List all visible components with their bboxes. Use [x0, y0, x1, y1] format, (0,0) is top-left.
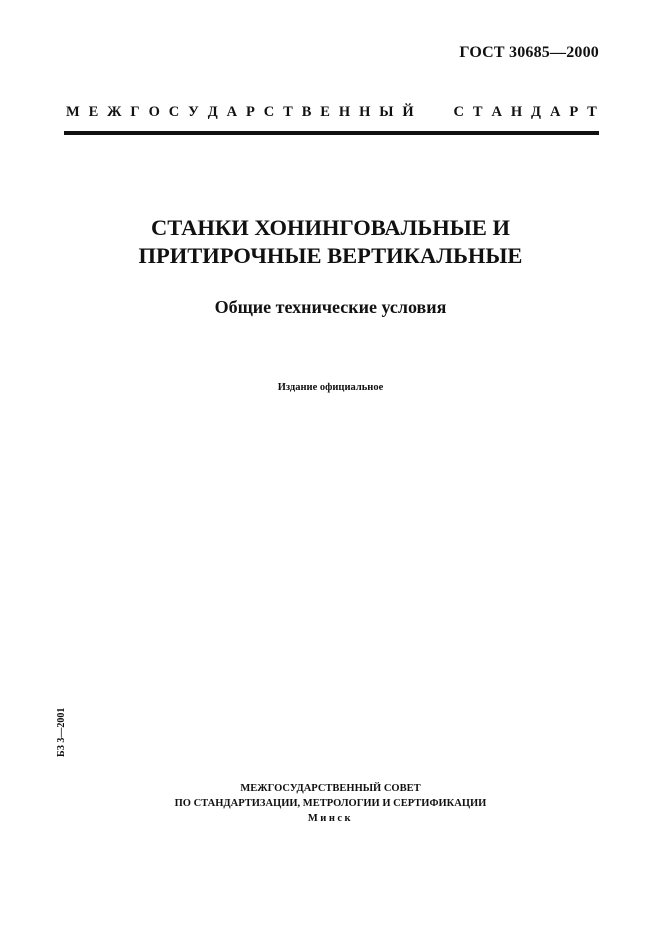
standard-kind-letter: В — [301, 104, 312, 120]
standard-kind-letter: С — [168, 104, 180, 120]
publisher-line-2: ПО СТАНДАРТИЗАЦИИ, МЕТРОЛОГИИ И СЕРТИФИКАЦИИ — [174, 798, 487, 809]
header-rule — [64, 131, 599, 135]
side-code: БЗ 3—2001 — [56, 707, 67, 757]
standard-kind-letter: Д — [531, 104, 542, 120]
standard-kind-letter: М — [66, 104, 80, 120]
standard-kind-letter: Н — [338, 104, 351, 120]
document-number: ГОСТ 30685—2000 — [459, 44, 599, 61]
document-title — [0, 214, 661, 270]
publisher-line-1: МЕЖГОСУДАРСТВЕННЫЙ СОВЕТ — [240, 783, 421, 794]
standard-kind-heading — [66, 104, 597, 121]
word-gap — [423, 104, 445, 121]
standard-kind-letter: Г — [130, 104, 140, 120]
standard-kind-letter: Ы — [379, 104, 394, 120]
standard-kind-letter: С — [263, 104, 275, 120]
standard-kind-letter: Т — [283, 104, 293, 120]
standard-kind-letter: Й — [402, 104, 414, 120]
edition-note: Издание официальное — [277, 382, 384, 393]
standard-kind-letter: Е — [320, 104, 330, 120]
standard-kind-letter: У — [188, 104, 199, 120]
document-subtitle: Общие технические условия — [214, 297, 447, 317]
standard-kind-letter: О — [148, 104, 160, 120]
standard-kind-letter: С — [453, 104, 464, 120]
standard-kind-letter: Т — [472, 104, 483, 120]
standard-kind-letter: Д — [207, 104, 218, 120]
standard-kind-letter: А — [549, 104, 561, 120]
title-line-2: ПРИТИРОЧНЫЕ ВЕРТИКАЛЬНЫЕ — [138, 243, 523, 268]
standard-kind-letter: Т — [587, 104, 597, 120]
standard-kind-letter: Ж — [107, 104, 122, 120]
title-line-1: СТАНКИ ХОНИНГОВАЛЬНЫЕ И — [151, 215, 510, 240]
publisher-city: Минск — [307, 813, 354, 824]
publisher-block — [0, 781, 661, 826]
standard-kind-letter: А — [491, 104, 502, 120]
standard-kind-letter: Р — [245, 104, 255, 120]
standard-kind-letter: Н — [359, 104, 371, 120]
standard-kind-letter: Р — [569, 104, 579, 120]
standard-kind-letter: А — [226, 104, 238, 120]
standard-kind-letter: Н — [510, 104, 523, 120]
standard-kind-letter: Е — [88, 104, 99, 120]
